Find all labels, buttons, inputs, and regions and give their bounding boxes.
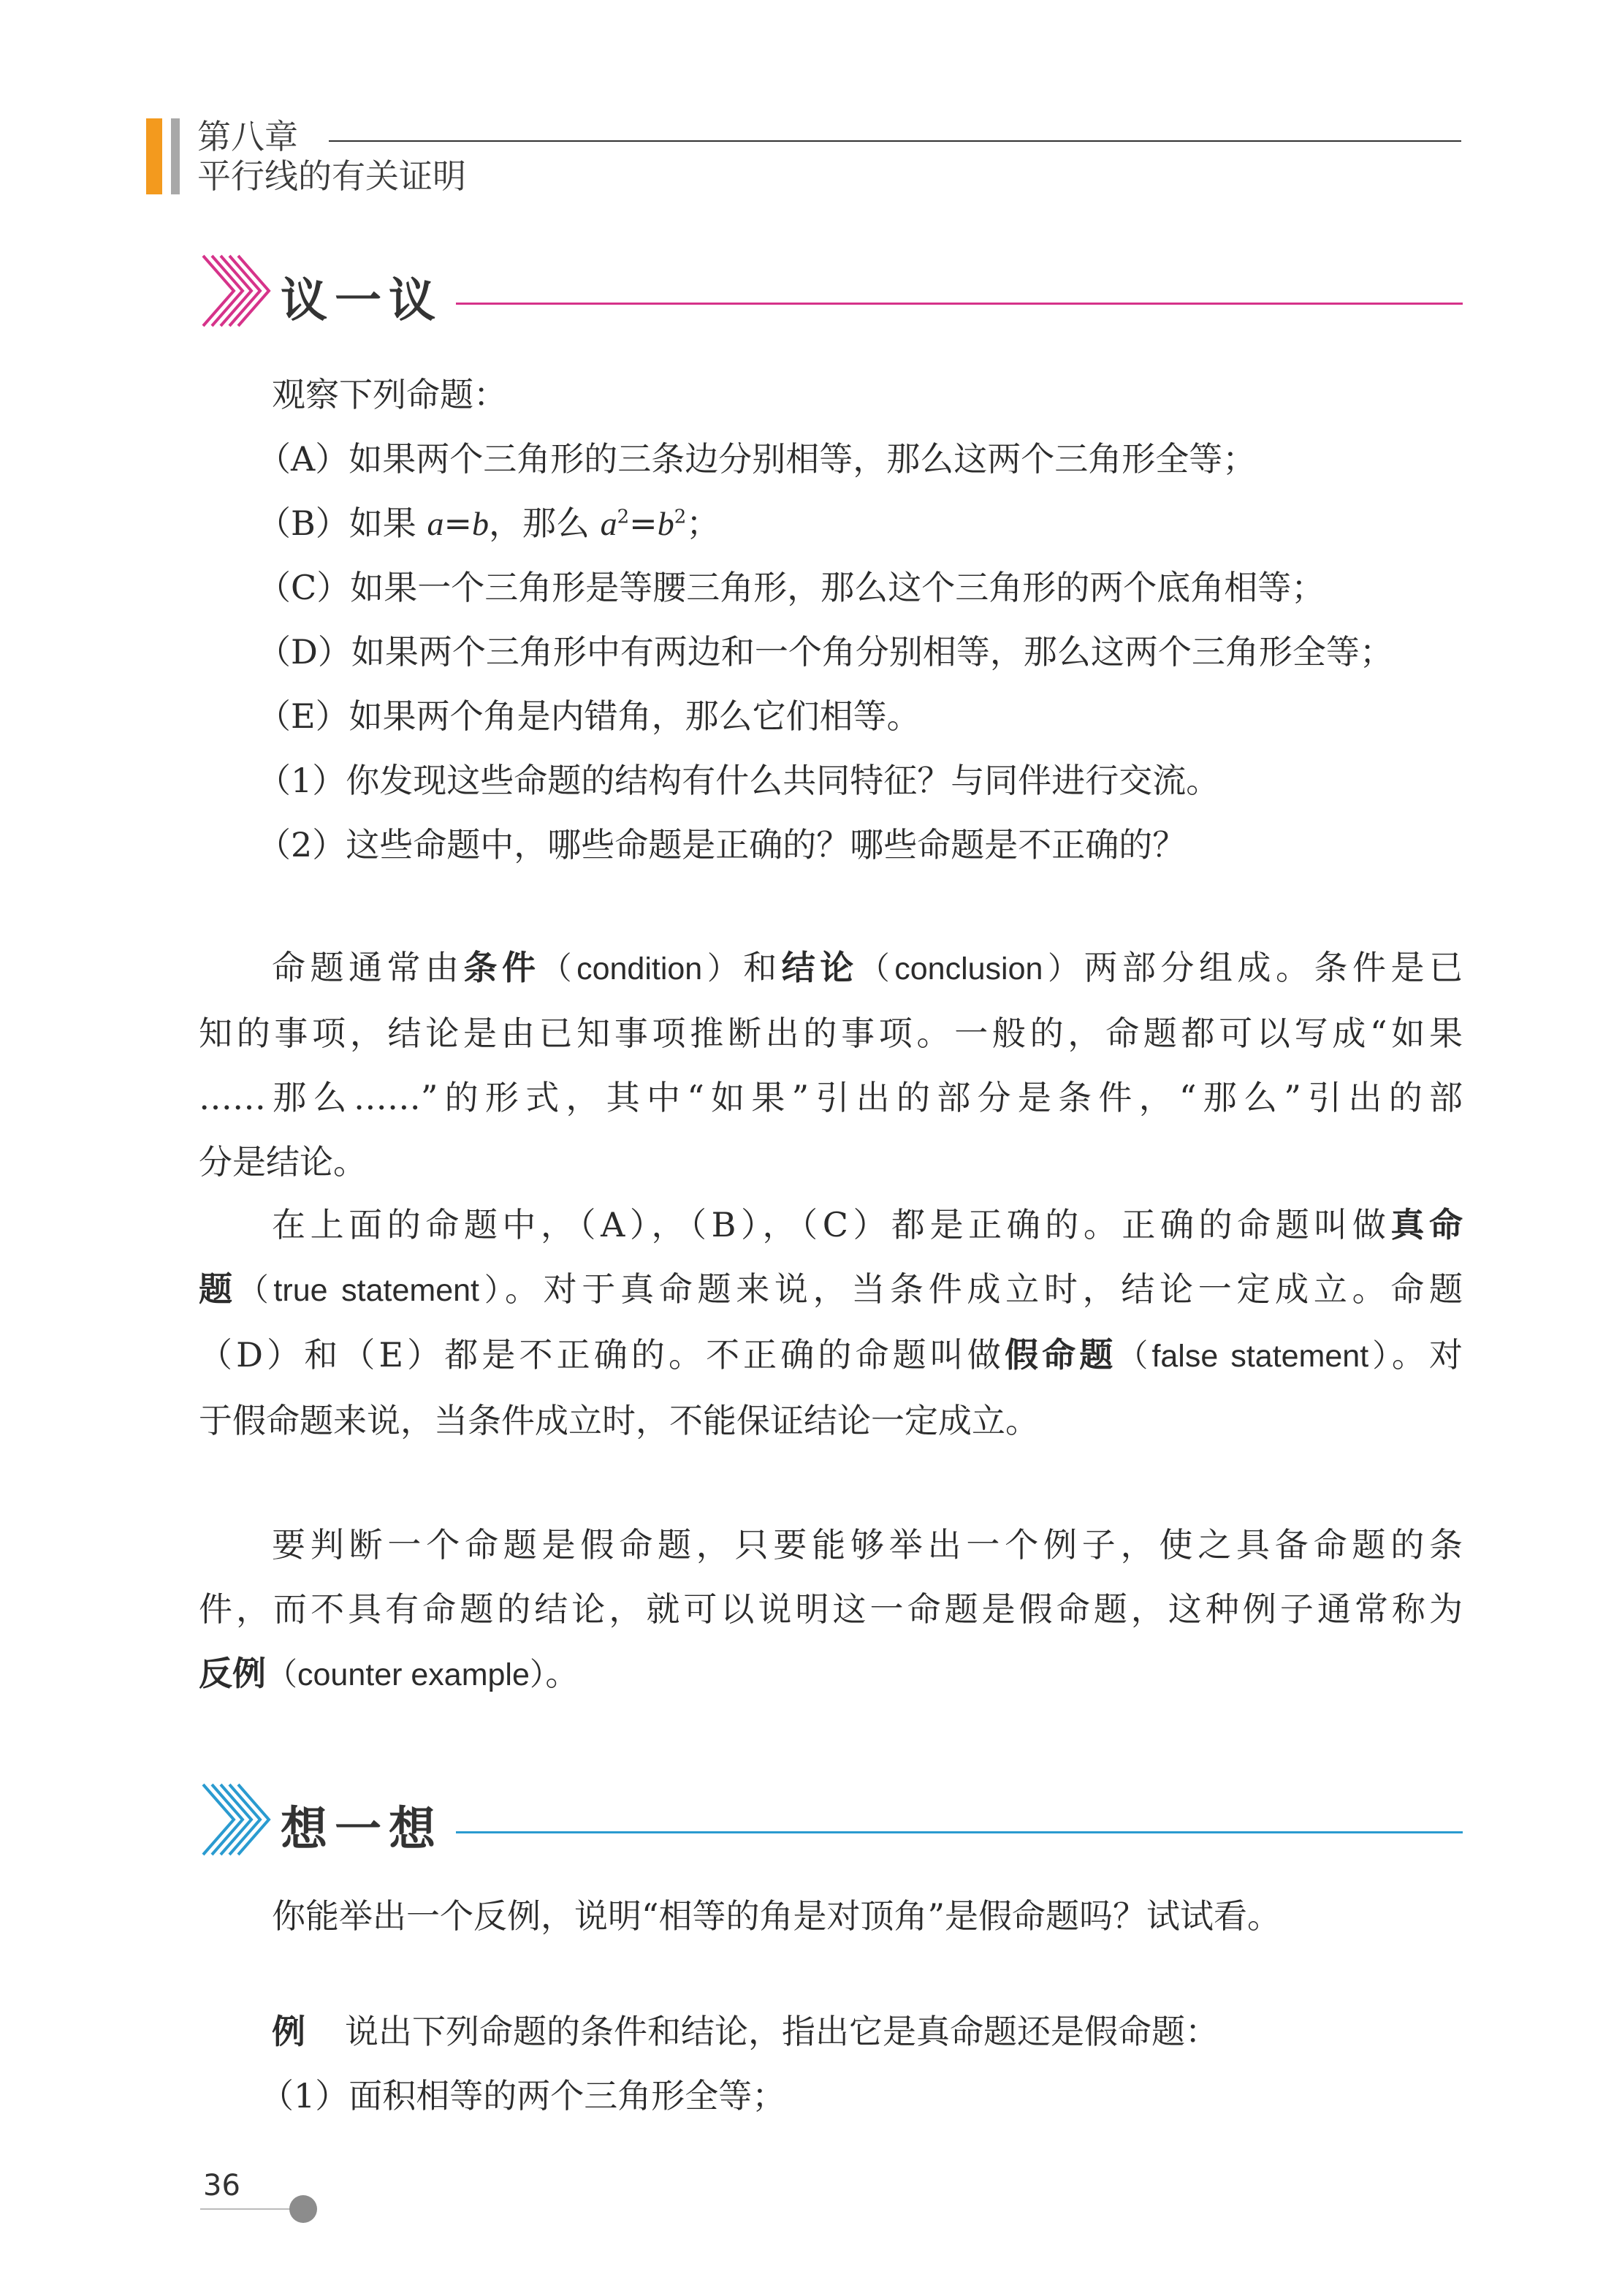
page-number-rule bbox=[200, 2208, 292, 2210]
section-rule bbox=[456, 303, 1463, 305]
para-line: （D）和（E）都是不正确的。不正确的命题叫做假命题（false statement）。对 bbox=[199, 1335, 1463, 1375]
section-rule bbox=[456, 1831, 1463, 1833]
section-discuss-heading bbox=[199, 250, 1463, 338]
section-think-heading bbox=[199, 1779, 1463, 1866]
proposition-c: （C）如果一个三角形是等腰三角形，那么这个三角形的两个底角相等； bbox=[257, 568, 1325, 607]
para-line: ……那么……”的形式，其中“如果”引出的部分是条件，“那么”引出的部 bbox=[199, 1078, 1463, 1117]
header-accent-bar-gray bbox=[171, 118, 180, 194]
example-heading: 例 说出下列命题的条件和结论，指出它是真命题还是假命题： bbox=[272, 2012, 1219, 2051]
question-2: （2）这些命题中，哪些命题是正确的？哪些命题是不正确的？ bbox=[257, 825, 1187, 864]
para-line: 分是结论。 bbox=[199, 1142, 367, 1182]
section-title: 议一议 bbox=[281, 273, 443, 328]
example-item-1: （1）面积相等的两个三角形全等； bbox=[260, 2076, 786, 2116]
para-line: 在上面的命题中，（A），（B），（C）都是正确的。正确的命题叫做真命 bbox=[272, 1205, 1463, 1244]
para-line: 反例（counter example）。 bbox=[199, 1654, 579, 1693]
proposition-a: （A）如果两个三角形的三条边分别相等，那么这两个三角形全等； bbox=[257, 439, 1257, 479]
think-question: 你能举出一个反例，说明“相等的角是对顶角”是假命题吗？试试看。 bbox=[272, 1896, 1282, 1936]
chevron-arrows-icon bbox=[199, 1779, 279, 1866]
counterexample-paragraph bbox=[199, 1513, 1463, 1707]
header-accent-bar bbox=[146, 118, 162, 194]
chapter-label: 第八章 bbox=[197, 117, 298, 156]
header-rule bbox=[329, 140, 1461, 142]
page-number-dot bbox=[289, 2195, 317, 2223]
para-line: 于假命题来说，当条件成立时，不能保证结论一定成立。 bbox=[199, 1401, 1039, 1440]
question-1: （1）你发现这些命题的结构有什么共同特征？与同伴进行交流。 bbox=[257, 761, 1220, 800]
para-line: 知的事项，结论是由已知事项推断出的事项。一般的，命题都可以写成“如果 bbox=[199, 1014, 1463, 1053]
chevron-arrows-icon bbox=[199, 250, 279, 338]
true-false-paragraph bbox=[199, 1193, 1463, 1453]
chapter-title: 平行线的有关证明 bbox=[197, 156, 466, 196]
definition-paragraph bbox=[199, 935, 1463, 1194]
proposition-d: （D）如果两个三角形中有两边和一个角分别相等，那么这两个三角形全等； bbox=[257, 632, 1393, 672]
para-line: 件，而不具有命题的结论，就可以说明这一命题是假命题，这种例子通常称为 bbox=[199, 1589, 1463, 1629]
proposition-e: （E）如果两个角是内错角，那么它们相等。 bbox=[257, 696, 921, 736]
section-title: 想一想 bbox=[281, 1802, 443, 1857]
discuss-intro: 观察下列命题： bbox=[272, 375, 507, 414]
para-line: 要判断一个命题是假命题，只要能够举出一个例子，使之具备命题的条 bbox=[272, 1525, 1463, 1565]
proposition-b: （B）如果 a=b，那么 $a^2=b^2$； bbox=[257, 503, 720, 543]
example-label: 例 bbox=[272, 2012, 305, 2051]
para-line: 命题通常由条件（condition）和结论（conclusion）两部分组成。条件是已 bbox=[272, 948, 1463, 987]
para-line: 题（true statement）。对于真命题来说，当条件成立时，结论一定成立。命题 bbox=[199, 1269, 1463, 1309]
page-number: 36 bbox=[203, 2169, 240, 2202]
